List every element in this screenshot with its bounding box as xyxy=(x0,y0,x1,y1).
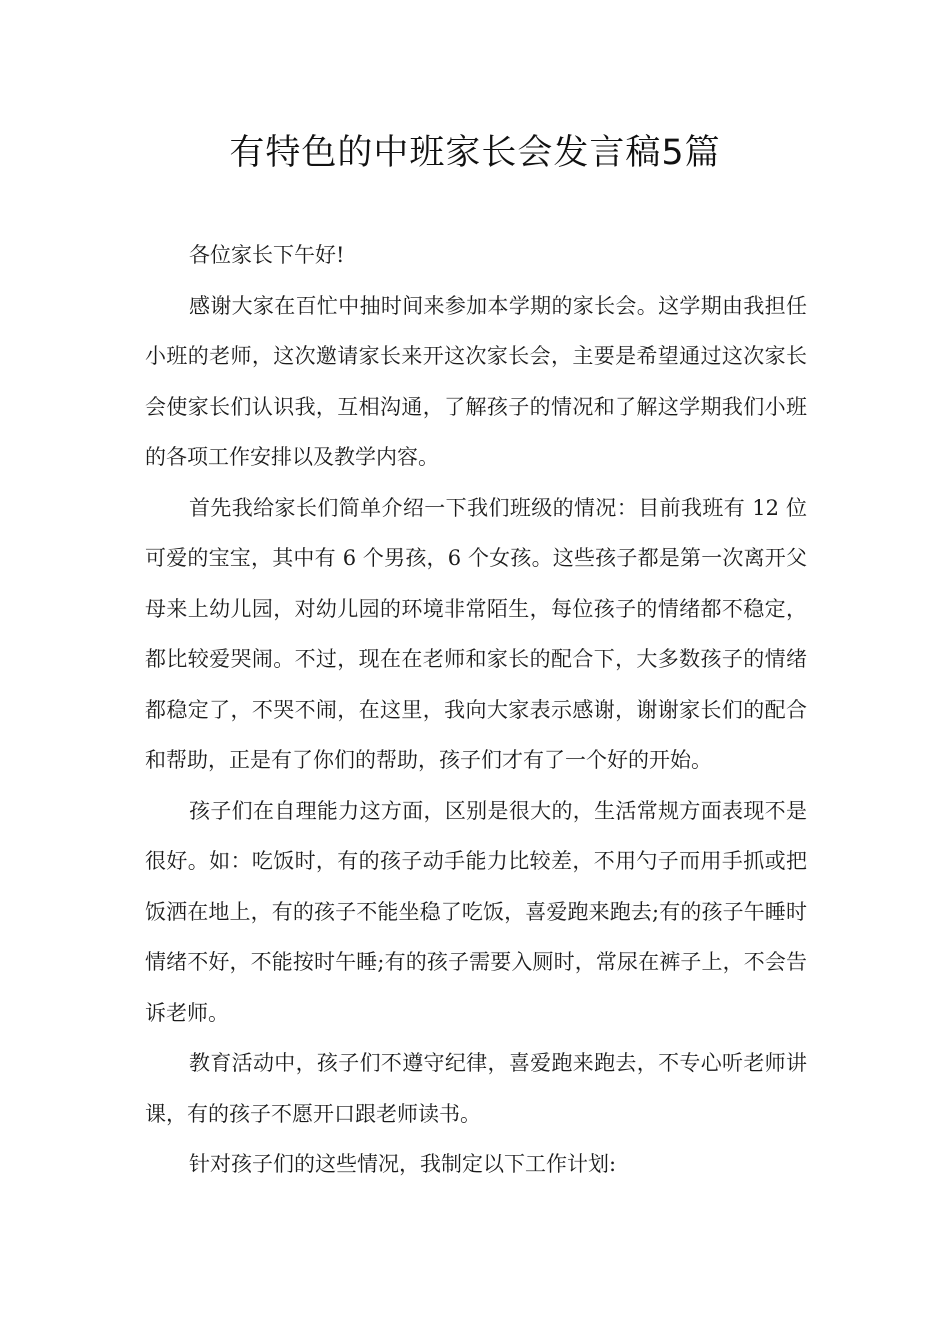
paragraph-class-intro: 首先我给家长们简单介绍一下我们班级的情况：目前我班有 12 位可爱的宝宝，其中有 6 个男孩，6 个女孩。这些孩子都是第一次离开父母来上幼儿园，对幼儿园的环境非常陌生，每位孩子的情绪都不稳定，都比较爱哭闹。不过，现在在老师和家长的配合下，大多数孩子的情绪都稳定了，不哭不闹，在这里，我向大家表示感谢，谢谢家长们的配合和帮助，正是有了你们的帮助，孩子们才有了一个好的开始。 xyxy=(145,495,807,772)
document-title: 有特色的中班家长会发言稿5篇 xyxy=(229,133,721,173)
paragraph-greeting: 各位家长下午好! xyxy=(189,243,345,267)
document-body xyxy=(145,230,807,1190)
paragraph-education: 教育活动中，孩子们不遵守纪律，喜爱跑来跑去，不专心听老师讲课，有的孩子不愿开口跟老师读书。 xyxy=(145,1051,807,1126)
paragraph-self-care: 孩子们在自理能力这方面，区别是很大的，生活常规方面表现不是很好。如：吃饭时，有的孩子动手能力比较差，不用勺子而用手抓或把饭洒在地上，有的孩子不能坐稳了吃饭，喜爱跑来跑去;有的孩子午睡时情绪不好，不能按时午睡;有的孩子需要入厕时，常尿在裤子上，不会告诉老师。 xyxy=(145,798,807,1025)
paragraph-plan-intro: 针对孩子们的这些情况，我制定以下工作计划: xyxy=(189,1152,617,1176)
paragraph-thanks: 感谢大家在百忙中抽时间来参加本学期的家长会。这学期由我担任小班的老师，这次邀请家长来开这次家长会，主要是希望通过这次家长会使家长们认识我，互相沟通，了解孩子的情况和了解这学期我们小班的各项工作安排以及教学内容。 xyxy=(145,293,807,469)
